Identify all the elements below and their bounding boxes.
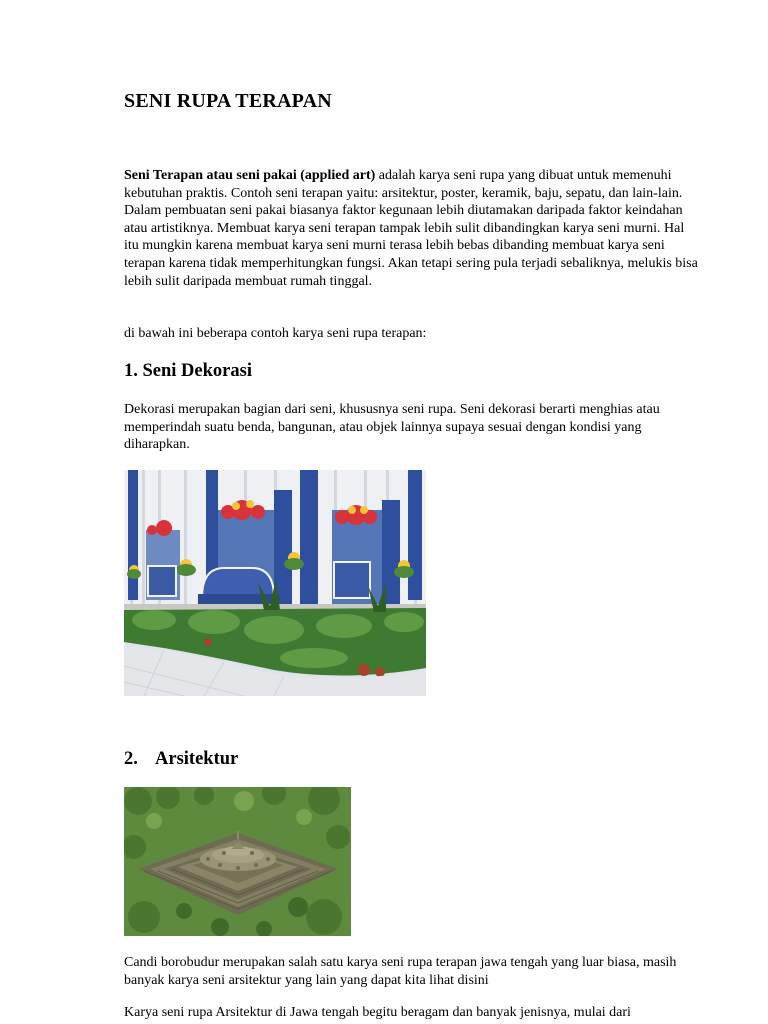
section-heading-text: Arsitektur xyxy=(155,749,239,769)
section-heading-arsitektur xyxy=(124,749,238,770)
borobudur-photo xyxy=(124,787,351,936)
dekorasi-paragraph: Dekorasi merupakan bagian dari seni, khususnya seni rupa. Seni dekorasi berarti menghias atau memperindah suatu benda, bangunan, atau objek lainnya supaya sesuai dengan kondisi yang diharapkan. xyxy=(124,402,660,453)
examples-lead: di bawah ini beberapa contoh karya seni rupa terapan: xyxy=(124,326,427,341)
intro-bold-term: Seni Terapan atau seni pakai (applied art) xyxy=(124,168,376,183)
intro-text: adalah karya seni rupa yang dibuat untuk memenuhi kebutuhan praktis. Contoh seni terapan yaitu: arsitektur, poster, keramik, baju, sepatu, dan lain-lain. Dalam pembuatan seni pakai biasanya faktor kegunaan lebih diutamakan daripada faktor keindahan atau artistiknya. Membuat karya seni terapan tampak lebih sulit dibandingkan karya seni murni. Hal itu mungkin karena membuat karya seni murni terasa lebih bebas dibanding membuat karya seni terapan karena tidak memperhitungkan fungsi. Akan tetapi sering pula terjadi sebaliknya, melukis bisa lebih sulit daripada membuat rumah tinggal. xyxy=(124,168,698,289)
decoration-photo xyxy=(124,470,426,696)
borobudur-paragraph: Candi borobudur merupakan salah satu karya seni rupa terapan jawa tengah yang luar biasa, masih banyak karya seni arsitektur yang lain yang dapat kita lihat disini xyxy=(124,955,677,988)
section-heading-dekorasi: 1. Seni Dekorasi xyxy=(124,361,252,381)
arsitektur-paragraph: Karya seni rupa Arsitektur di Jawa tengah begitu beragam dan banyak jenisnya, mulai dari xyxy=(124,1005,631,1020)
intro-paragraph xyxy=(124,167,699,290)
page-title: SENI RUPA TERAPAN xyxy=(124,90,332,112)
section-number: 2. xyxy=(124,749,138,769)
